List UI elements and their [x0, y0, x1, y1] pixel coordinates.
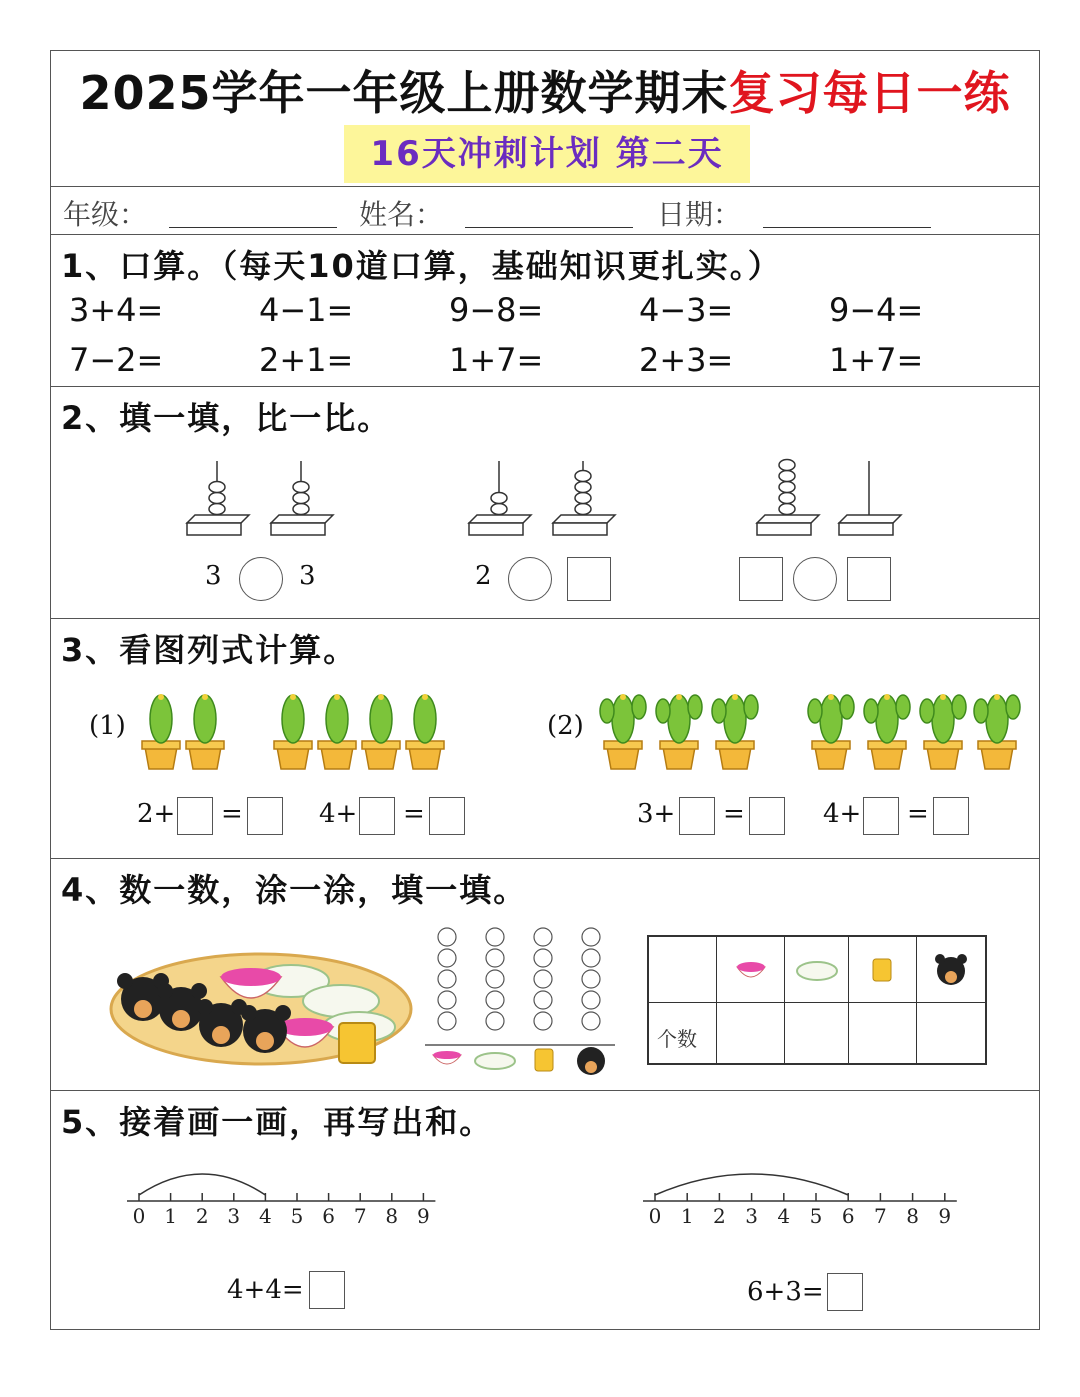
tick-label: 3 [227, 1204, 241, 1228]
q3-title: 3、看图列式计算。 [61, 631, 358, 669]
abacus-bead [209, 493, 225, 504]
count-cell[interactable] [849, 1003, 917, 1063]
cactus-pot [406, 694, 444, 769]
part-label: (2) [547, 711, 584, 741]
cactus-pot [142, 694, 180, 769]
answer-box[interactable] [309, 1271, 345, 1309]
number-lines [51, 1161, 1039, 1271]
abacus-rod [187, 461, 249, 535]
page-title [51, 57, 1039, 123]
count-circle [438, 928, 456, 946]
equals-sign: = [221, 799, 243, 829]
q1-item: 1+7= [449, 341, 544, 379]
q1-item: 1+7= [829, 341, 924, 379]
tick-label: 0 [132, 1204, 146, 1228]
count-circle [534, 1012, 552, 1030]
q4-section [51, 859, 1039, 1091]
legend-icons [433, 1047, 605, 1075]
q1-item: 4−1= [259, 291, 354, 329]
abacus-bead [293, 504, 309, 515]
tick-label: 4 [777, 1204, 791, 1228]
answer-box[interactable] [827, 1273, 863, 1311]
cactus-pot [808, 694, 854, 769]
count-table [647, 935, 987, 1065]
count-cell[interactable] [717, 1003, 785, 1063]
abacus-bead [575, 482, 591, 493]
circle-count-grid [425, 927, 625, 1077]
abacus-bead [779, 504, 795, 515]
number-line [643, 1174, 957, 1228]
equation-addend: 4+ [319, 799, 358, 829]
name-label: 姓名： [359, 198, 444, 231]
cactus-pot [362, 694, 400, 769]
answer-box[interactable] [567, 557, 611, 601]
count-circle [534, 991, 552, 1009]
abacus-bead [209, 504, 225, 515]
count-cell[interactable] [917, 1003, 985, 1063]
equals-sign: = [403, 799, 425, 829]
tick-label: 7 [353, 1204, 367, 1228]
sum-equation: 4+4= [227, 1275, 304, 1305]
abacus-bead [779, 493, 795, 504]
count-circle [582, 928, 600, 946]
answer-box[interactable] [247, 797, 283, 835]
q2-title: 2、填一填，比一比。 [61, 399, 392, 437]
part-label: (1) [89, 711, 126, 741]
q3-section [51, 619, 1039, 859]
answer-box[interactable] [359, 797, 395, 835]
jump-arc [139, 1174, 265, 1195]
grade-field[interactable] [169, 227, 337, 228]
tick-label: 5 [809, 1204, 823, 1228]
tick-label: 8 [906, 1204, 919, 1228]
abacus-rod [839, 461, 901, 535]
count-cell[interactable] [785, 1003, 849, 1063]
q1-item: 3+4= [69, 291, 164, 329]
q4-title: 4、数一数，涂一涂，填一填。 [61, 871, 528, 909]
tick-label: 8 [385, 1204, 399, 1228]
count-label: 个数 [657, 1027, 697, 1051]
tick-label: 6 [841, 1204, 855, 1228]
abacus-bead [779, 471, 795, 482]
count-circle [486, 991, 504, 1009]
abacus-bead [209, 482, 225, 493]
q1-title: 1、口算。（每天10道口算，基础知识更扎实。） [61, 247, 782, 285]
bear-icon [935, 954, 967, 985]
answer-box[interactable] [679, 797, 715, 835]
abacus-bead [575, 471, 591, 482]
header-section [51, 51, 1039, 187]
worksheet [50, 50, 1040, 1330]
cactus-pot [274, 694, 312, 769]
cactus-pot [864, 694, 910, 769]
cactus-pot [974, 694, 1020, 769]
tick-label: 1 [164, 1204, 177, 1228]
number-line [127, 1174, 435, 1228]
count-circle [534, 928, 552, 946]
abacus-rod [757, 460, 819, 536]
count-circle [438, 949, 456, 967]
abacus-value-right: 3 [299, 561, 316, 591]
date-label: 日期： [657, 198, 742, 231]
q1-item: 2+3= [639, 341, 734, 379]
tick-label: 2 [195, 1204, 209, 1228]
q5-section [51, 1091, 1039, 1329]
compare-circle[interactable] [793, 557, 837, 601]
abacus-rod [469, 461, 531, 535]
sum-equation: 6+3= [747, 1277, 824, 1307]
tableware-scene [101, 929, 421, 1079]
tick-label: 1 [680, 1204, 694, 1228]
tick-label: 9 [938, 1204, 952, 1228]
tick-label: 9 [417, 1204, 430, 1228]
abacus-bead [779, 460, 795, 471]
q1-section [51, 235, 1039, 387]
cactus-pot [712, 694, 758, 769]
count-circle [582, 991, 600, 1009]
compare-circle[interactable] [239, 557, 283, 601]
answer-box[interactable] [177, 797, 213, 835]
q1-item: 9−8= [449, 291, 544, 329]
q5-title: 5、接着画一画，再写出和。 [61, 1103, 494, 1141]
count-circle [582, 949, 600, 967]
equals-sign: = [723, 799, 745, 829]
abacus-bead [293, 493, 309, 504]
abacus-bead [293, 482, 309, 493]
answer-box[interactable] [863, 797, 899, 835]
title-highlight: 复习每日一练 [728, 66, 1011, 120]
abacus-bead [575, 504, 591, 515]
q1-item: 2+1= [259, 341, 354, 379]
table-icons [649, 937, 985, 1003]
abacus-rod [271, 461, 333, 535]
tick-label: 4 [259, 1204, 272, 1228]
tick-label: 6 [322, 1204, 335, 1228]
cup-icon [873, 959, 891, 981]
count-circle [486, 949, 504, 967]
cactus-pot [656, 694, 702, 769]
info-section [51, 187, 1039, 235]
answer-box[interactable] [933, 797, 969, 835]
count-circle [438, 970, 456, 988]
abacus-rod [553, 461, 615, 535]
title-main: 2025学年一年级上册数学期末 [79, 66, 729, 120]
abacus-bead [491, 504, 507, 515]
plate-icon [797, 962, 837, 980]
q2-section [51, 387, 1039, 619]
tick-label: 2 [713, 1204, 726, 1228]
page-subtitle: 16天冲刺计划 第二天 [344, 125, 750, 183]
answer-box[interactable] [847, 557, 891, 601]
grade-label: 年级： [63, 198, 148, 231]
jump-arc [655, 1174, 848, 1195]
abacus-bead [575, 493, 591, 504]
equation-addend: 2+ [137, 799, 176, 829]
count-circle [534, 970, 552, 988]
abacus-value-left: 3 [205, 561, 222, 591]
count-circle [582, 1012, 600, 1030]
count-circle [486, 1012, 504, 1030]
equation-addend: 4+ [823, 799, 862, 829]
q1-item: 7−2= [69, 341, 164, 379]
bowl-icon [737, 962, 765, 977]
cactus-pot [318, 694, 356, 769]
q1-item: 9−4= [829, 291, 924, 329]
answer-box[interactable] [749, 797, 785, 835]
compare-circle[interactable] [508, 557, 552, 601]
count-circle [582, 970, 600, 988]
name-field[interactable] [465, 227, 633, 228]
count-circle [438, 991, 456, 1009]
answer-box[interactable] [739, 557, 783, 601]
date-field[interactable] [763, 227, 931, 228]
count-circle [534, 949, 552, 967]
answer-box[interactable] [429, 797, 465, 835]
cactus-pot [600, 694, 646, 769]
q1-item: 4−3= [639, 291, 734, 329]
count-circle [486, 970, 504, 988]
tick-label: 0 [648, 1204, 662, 1228]
count-circle [486, 928, 504, 946]
tick-label: 5 [290, 1204, 304, 1228]
equals-sign: = [907, 799, 929, 829]
cactus-pot [186, 694, 224, 769]
cactus-pot [920, 694, 966, 769]
tick-label: 7 [874, 1204, 887, 1228]
abacus-bead [779, 482, 795, 493]
cactus-pictures [51, 689, 1039, 799]
tick-label: 3 [745, 1204, 758, 1228]
count-circle [438, 1012, 456, 1030]
abacus-bead [491, 493, 507, 504]
equation-addend: 3+ [637, 799, 676, 829]
abacus-value-left: 2 [475, 561, 492, 591]
